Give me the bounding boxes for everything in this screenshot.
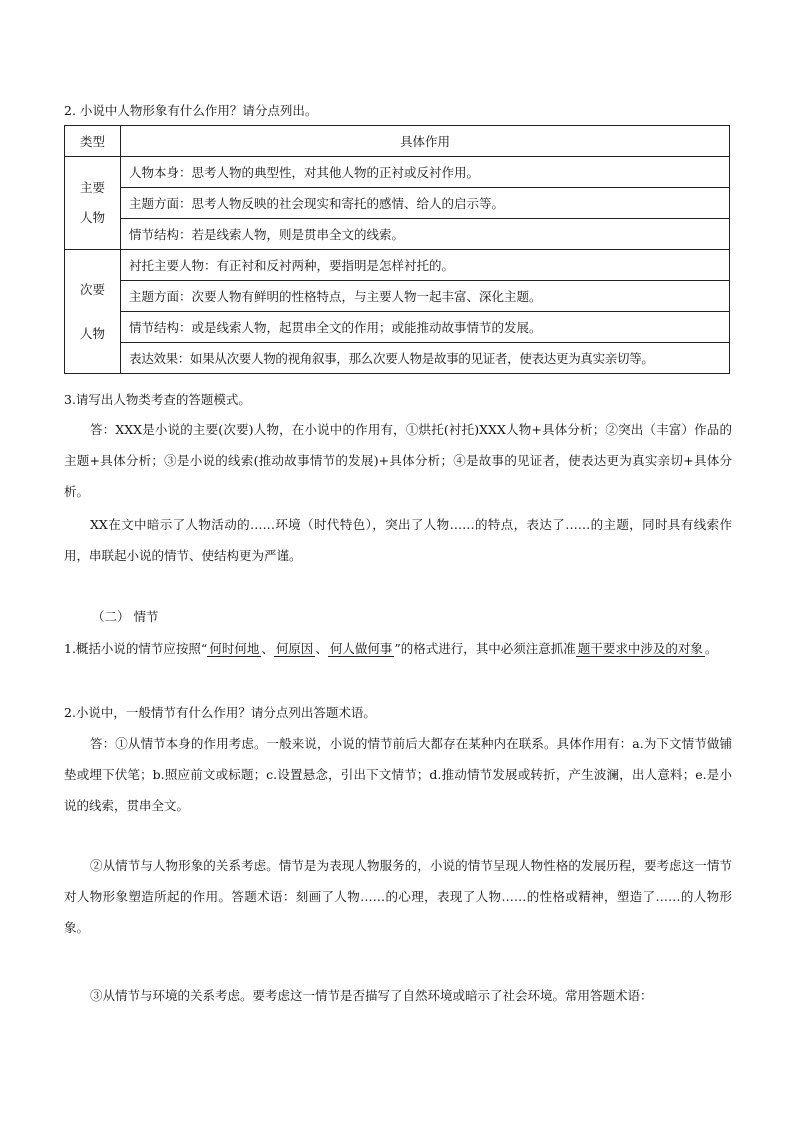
table-row: 情节结构：若是线索人物，则是贯串全文的线索。 bbox=[121, 219, 730, 250]
plot-question-2: 2.小说中，一般情节有什么作用？请分点列出答题术语。 bbox=[64, 705, 376, 720]
table-row: 衬托主要人物：有正衬和反衬两种，要指明是怎样衬托的。 bbox=[121, 250, 730, 281]
table-row: 主题方面：次要人物有鲜明的性格特点，与主要人物一起丰富、深化主题。 bbox=[121, 281, 730, 312]
table-row: 主题方面：思考人物反映的社会现实和寄托的感情、给人的启示等。 bbox=[121, 188, 730, 219]
underline-blank: 何原因 bbox=[275, 641, 314, 656]
plot-answer-1: 答：①从情节本身的作用考虑。一般来说，小说的情节前后大都存在某种内在联系。具体作用有：a.为下文情节做铺垫或埋下伏笔；b.照应前文或标题；c.设置悬念，引出下文情节；d.推动情节发展或转折，产生波澜，出人意料；e.是小说的线索，贯串全文。 bbox=[64, 736, 732, 813]
answer-paragraph-1: 答：XXX是小说的主要(次要)人物，在小说中的作用有，①烘托(衬托)XXX人物+具体分析；②突出（丰富）作品的主题+具体分析；③是小说的线索(推动故事情节的发展)+具体分析；④是故事的见证者，使表达更为真实亲切+具体分析。 bbox=[64, 422, 732, 499]
underline-blank: 何人做何事 bbox=[329, 641, 393, 656]
underline-blank: 何时何地 bbox=[209, 641, 260, 656]
table-header-type: 类型 bbox=[65, 126, 121, 157]
table-row: 表达效果：如果从次要人物的视角叙事，那么次要人物是故事的见证者，使表达更为真实亲切等。 bbox=[121, 343, 730, 374]
answer-paragraph-2: XX在文中暗示了人物活动的……环境（时代特色），突出了人物……的特点，表达了……的主题，同时具有线索作用，串联起小说的情节、使结构更为严谨。 bbox=[64, 517, 732, 563]
plot-answer-3: ③从情节与环境的关系考虑。要考虑这一情节是否描写了自然环境或暗示了社会环境。常用答题术语： bbox=[90, 988, 653, 1003]
question-3: 3.请写出人物类考查的答题模式。 bbox=[64, 392, 251, 407]
plot-answer-2: ②从情节与人物形象的关系考虑。情节是为表现人物服务的，小说的情节呈现人物性格的发展历程，要考虑这一情节对人物形象塑造所起的作用。答题术语：刻画了人物……的心理，表现了人物……的性格或精神，塑造了……的人物形象。 bbox=[64, 858, 732, 935]
table-row: 人物本身：思考人物的典型性，对其他人物的正衬或反衬作用。 bbox=[121, 157, 730, 188]
type-secondary-character: 次要 人物 bbox=[65, 250, 121, 374]
character-role-table bbox=[64, 125, 730, 374]
question-2: 2. 小说中人物形象有什么作用？请分点列出。 bbox=[64, 103, 318, 118]
underline-blank: 题干要求中涉及的对象 bbox=[577, 641, 703, 656]
type-main-character: 主要 人物 bbox=[65, 157, 121, 250]
section-heading-plot: （二） 情节 bbox=[92, 609, 159, 624]
plot-question-1: 1.概括小说的情节应按照“ 何时何地 、 何原因 、 何人做何事 ”的格式进行，其中必须注意抓准 题干要求中涉及的对象 。 bbox=[64, 641, 718, 656]
table-header-function: 具体作用 bbox=[121, 126, 730, 157]
table-row: 情节结构：或是线索人物，起贯串全文的作用；或能推动故事情节的发展。 bbox=[121, 312, 730, 343]
